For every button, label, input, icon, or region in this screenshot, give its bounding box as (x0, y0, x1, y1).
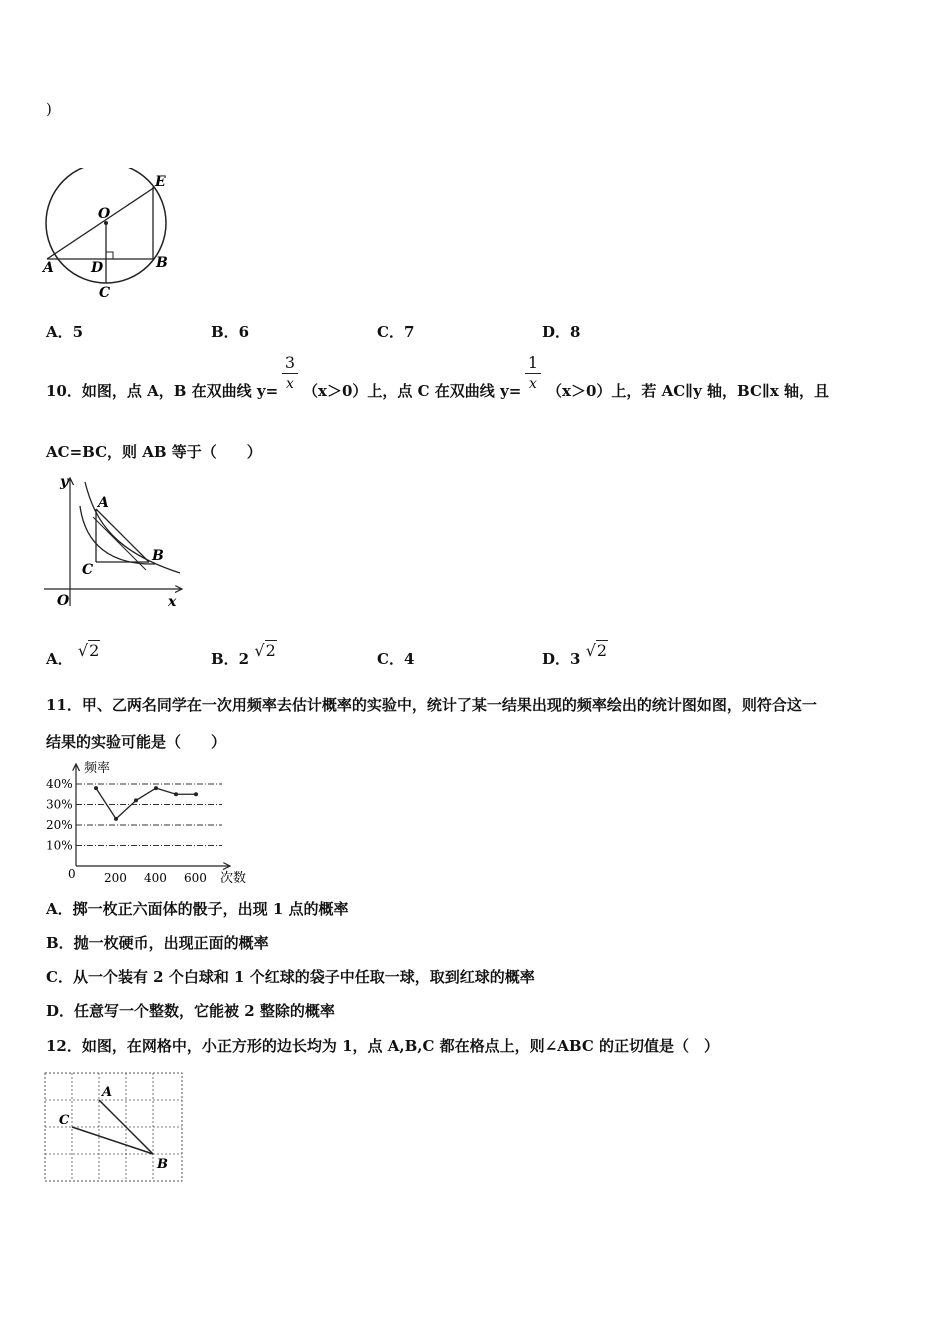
prev-option-b: B．6 (211, 323, 250, 341)
q10-fraction-2 (525, 353, 541, 394)
data-point (114, 817, 118, 821)
radicand: 2 (89, 641, 100, 660)
q10-option-a-prefix: A． (46, 650, 73, 668)
q10-fraction-1 (282, 353, 298, 394)
label-b: B (157, 1157, 168, 1172)
radicand: 2 (596, 641, 608, 660)
label-c: C (59, 1113, 70, 1128)
frequency-chart (40, 758, 255, 888)
x-tick-label: 400 (144, 871, 167, 885)
prev-option-c: C．7 (377, 323, 415, 341)
label-y: y (60, 474, 69, 490)
q10-line2: AC=BC，则 AB 等于（ ） (46, 443, 262, 461)
q10-part3: （x＞0）上，若 AC∥y 轴，BC∥x 轴，且 (547, 382, 830, 400)
q10-option-b-prefix: B．2 (211, 650, 250, 668)
data-point (134, 798, 138, 802)
q10-frac2-den: x (529, 376, 537, 392)
label-b: B (156, 255, 168, 271)
prev-option-a: A．5 (46, 323, 84, 341)
x-axis-label: 次数 (220, 871, 247, 886)
q10-option-d (542, 641, 608, 669)
y-tick-label: 20% (46, 818, 73, 832)
q11-option-d: D．任意写一个整数，它能被 2 整除的概率 (46, 1002, 335, 1020)
sqrt-symbol: √2 (254, 641, 276, 660)
q11-option-b: B．抛一枚硬币，出现正面的概率 (46, 934, 269, 952)
data-point (194, 792, 198, 796)
prev-option-d: D．8 (542, 323, 581, 341)
label-b: B (152, 548, 164, 564)
label-c: C (99, 285, 111, 301)
q10-frac1-den: x (286, 376, 294, 392)
q10-frac2-num: 1 (525, 353, 541, 374)
label-o: O (98, 206, 111, 222)
y-axis-label: 频率 (84, 761, 111, 776)
closing-paren: ) (46, 100, 52, 118)
sqrt-symbol: √2 (77, 641, 100, 660)
label-a: A (43, 260, 54, 276)
origin-label: 0 (68, 867, 76, 881)
data-point (94, 786, 98, 790)
grid-figure (44, 1072, 186, 1184)
label-a: A (102, 1085, 113, 1100)
q10-option-b (211, 641, 277, 669)
q10-part2: （x＞0）上，点 C 在双曲线 y= (303, 382, 522, 400)
q11-option-c: C．从一个装有 2 个白球和 1 个红球的袋子中任取一球，取到红球的概率 (46, 968, 535, 986)
q12-text: 12．如图，在网格中，小正方形的边长均为 1，点 A,B,C 都在格点上，则∠ABC 的正切值是（ ） (46, 1037, 720, 1055)
q11-line1: 11．甲、乙两名同学在一次用频率去估计概率的实验中，统计了某一结果出现的频率绘出的统计图如图，则符合这一 (46, 696, 817, 714)
label-o: O (57, 593, 70, 609)
x-tick-label: 600 (184, 871, 207, 885)
data-point (174, 792, 178, 796)
circle-figure (40, 168, 180, 303)
label-d: D (91, 260, 104, 276)
sqrt-symbol: √2 (585, 641, 608, 660)
y-tick-label: 30% (46, 797, 73, 812)
y-tick-label: 10% (46, 838, 73, 853)
q10-option-c: C．4 (377, 650, 415, 668)
y-tick-label: 40% (46, 777, 73, 791)
label-c: C (82, 562, 94, 578)
hyperbola-figure (40, 472, 190, 612)
q10-part1: 10．如图，点 A，B 在双曲线 y= (46, 382, 279, 400)
label-e: E (155, 174, 166, 190)
label-a: A (98, 495, 109, 511)
series-line (96, 788, 196, 819)
radicand: 2 (265, 641, 276, 660)
q10-option-a (46, 641, 100, 669)
q10-frac1-num: 3 (282, 353, 298, 374)
q10-option-d-prefix: D．3 (542, 650, 581, 668)
q11-option-a: A．掷一枚正六面体的骰子，出现 1 点的概率 (46, 900, 349, 918)
label-x: x (168, 594, 177, 610)
x-tick-label: 200 (104, 871, 127, 885)
q11-line2: 结果的实验可能是（ ） (46, 733, 227, 751)
data-point (154, 786, 158, 790)
